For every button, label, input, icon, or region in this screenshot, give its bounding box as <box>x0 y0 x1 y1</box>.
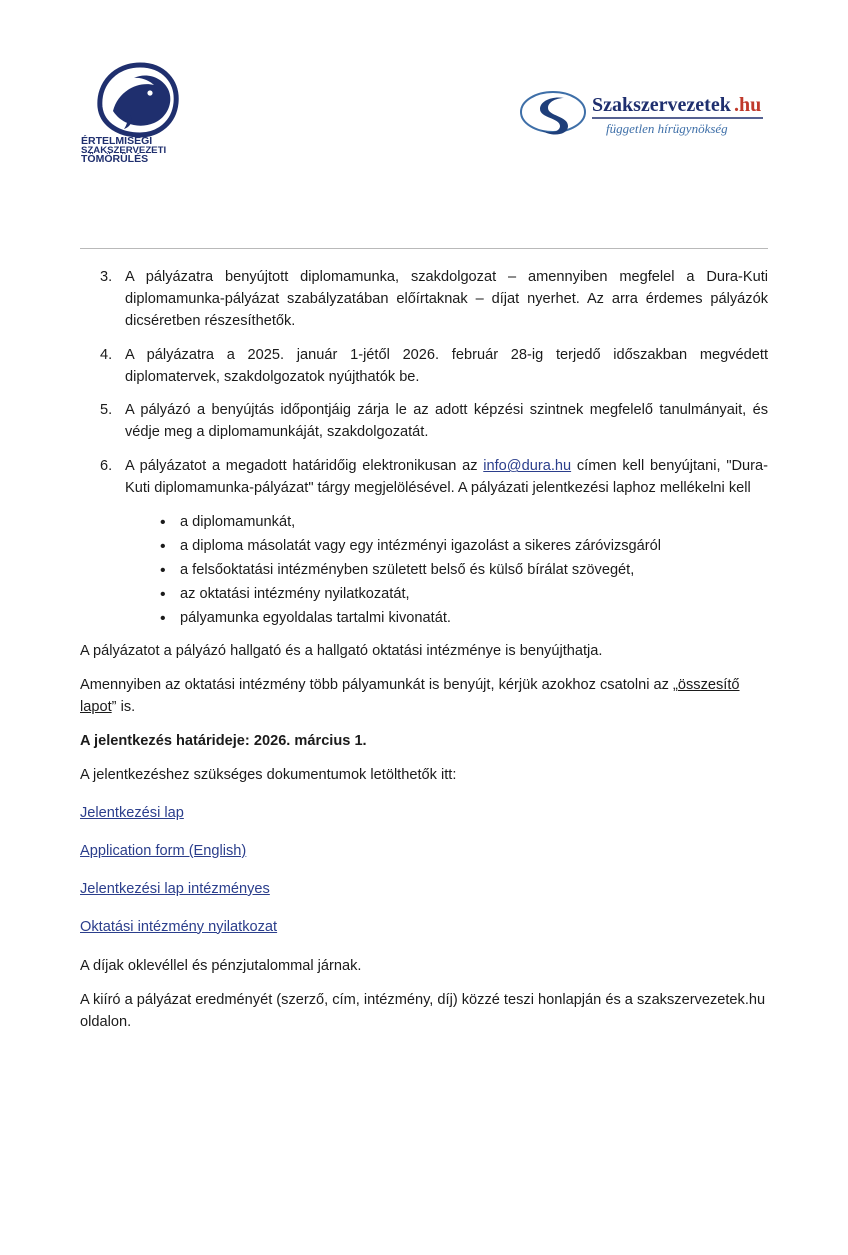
list-item: • a diploma másolatát vagy egy intézményi igazolást a sikeres záróvizsgáról <box>80 536 768 558</box>
attachment-bullet-list <box>80 512 768 629</box>
list-item <box>80 267 768 333</box>
paragraph-prizes: A díjak oklevéllel és pénzjutalommal járnak. <box>80 958 362 975</box>
list-item-text: A pályázatra a 2025. január 1-jétől 2026. február 28-ig terjedő időszakban megvédett diplomatervek, szakdolgozatok nyújthatók be. <box>125 346 768 385</box>
szakszervezetek-hu-logo <box>520 85 765 147</box>
logo-title-main: Szakszervezetek <box>592 94 731 116</box>
summary-text-after: ” is. <box>111 699 136 716</box>
paragraph-results: A kiíró a pályázat eredményét (szerző, cím, intézmény, díj) közzé teszi honlapján és a szakszervezetek.hu oldalon. <box>80 992 766 1031</box>
logo-title-suffix: .hu <box>734 94 762 116</box>
document-page <box>0 55 848 1255</box>
logo-subtitle: független hírügynökség <box>606 121 728 136</box>
list-item-number: 3. <box>100 269 113 285</box>
header-divider <box>80 248 768 249</box>
logo-line2: SZAKSZERVEZETI <box>81 145 167 156</box>
list-item: • a diplomamunkát, <box>80 512 768 534</box>
list-item-number: 6. <box>100 458 113 475</box>
list-item-text: A pályázatra benyújtott diplomamunka, szakdolgozat – amennyiben megfelel a Dura-Kuti diplomamunka-pályázat szabályzatában előírtaknak – díjat nyerhet. Az arra érdemes pályázók dicséretben részesíthetők. <box>125 269 768 329</box>
list-item <box>80 400 768 444</box>
deadline-text: A jelentkezés határideje: 2026. március 1. <box>80 733 367 750</box>
list-item-text-before: A pályázatot a megadott határidőig elektronikusan az <box>125 458 484 475</box>
download-link-jelentkezesi-lap-intezmenyes[interactable]: Jelentkezési lap intézményes <box>80 880 270 897</box>
list-item-text: A pályázó a benyújtás időpontjáig zárja le az adott képzési szintnek megfelelő tanulmányait, és védje meg a diplomamunkáját, szakdolgozatát. <box>125 402 768 441</box>
list-item-submission <box>80 456 768 500</box>
numbered-list <box>80 267 768 500</box>
email-link[interactable]: info@dura.hu <box>483 458 572 475</box>
list-item <box>80 345 768 389</box>
summary-text-before: Amennyiben az oktatási intézmény több pályamunkát is benyújt, kérjük azokhoz csatolni az „ <box>80 677 678 694</box>
paragraph-summary-sheet <box>80 675 768 719</box>
ertelmisegi-szakszervezeti-tomorules-logo <box>80 55 190 165</box>
list-item: • az oktatási intézmény nyilatkozatát, <box>80 584 768 606</box>
download-link-oktatasi-intezmeny-nyilatkozat[interactable]: Oktatási intézmény nyilatkozat <box>80 918 278 935</box>
list-item-number: 4. <box>100 346 113 363</box>
logo-line1: ÉRTELMISÉGI <box>81 135 153 147</box>
download-link-application-form-english[interactable]: Application form (English) <box>80 842 247 859</box>
paragraph-submitters: A pályázatot a pályázó hallgató és a hallgató oktatási intézménye is benyújthatja. <box>80 643 603 660</box>
download-link-jelentkezesi-lap[interactable]: Jelentkezési lap <box>80 804 184 821</box>
list-item: • a felsőoktatási intézményben született belső és külső bírálat szövegét, <box>80 560 768 582</box>
document-body <box>80 267 768 1034</box>
downloads-intro: A jelentkezéshez szükséges dokumentumok letölthetők itt: <box>80 767 457 784</box>
document-header <box>80 55 768 195</box>
logo-line3: TÖMÖRÜLÉS <box>81 153 149 165</box>
list-item: • pályamunka egyoldalas tartalmi kivonatát. <box>80 608 768 630</box>
summary-sheet-link[interactable]: összesítő lapot <box>80 677 740 716</box>
list-item-text-after: címen kell benyújtani, "Dura-Kuti diplomamunka-pályázat" tárgy megjelölésével. A pályázati jelentkezési laphoz mellékelni kell <box>125 458 768 497</box>
list-item-number: 5. <box>100 402 113 419</box>
